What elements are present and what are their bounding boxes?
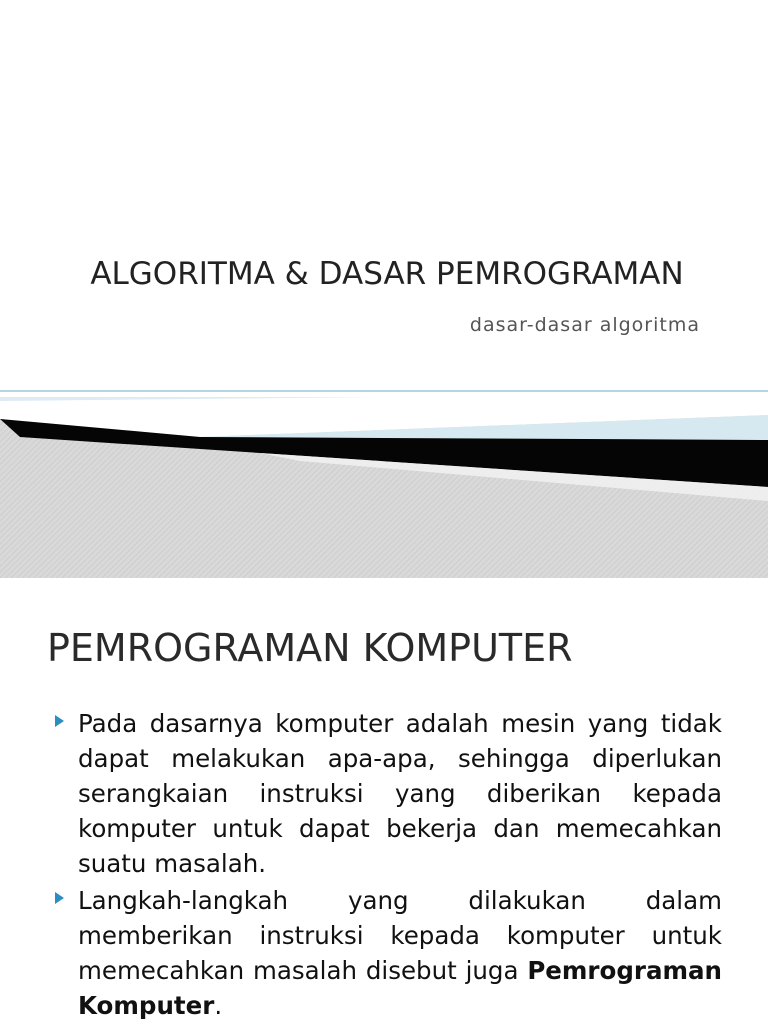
bullet-text: Langkah-langkah yang dilakukan dalam memberikan instruksi kepada komputer untuk memecahkan masalah disebut juga <box>78 886 722 985</box>
decorative-banner <box>0 385 768 578</box>
bullet-suffix: . <box>214 991 223 1020</box>
bullet-item <box>46 883 722 1023</box>
slide-subtitle: dasar-dasar algoritma <box>469 314 700 336</box>
light-blue-wedge <box>200 415 768 440</box>
bullet-arrow-icon <box>55 892 64 904</box>
slide-title: ALGORITMA & DASAR PEMROGRAMAN <box>90 256 684 292</box>
content-slide <box>0 578 768 1024</box>
bullet-item <box>46 706 722 881</box>
bullet-text: Pada dasarnya komputer adalah mesin yang tidak dapat melakukan apa-apa, sehingga diperlukan serangkaian instruksi yang diberikan kepada komputer untuk dapat bekerja dan memecahkan suatu masalah. <box>78 709 722 878</box>
bullet-list <box>46 706 722 1025</box>
bullet-emphasis: Pemrograman Komputer <box>78 956 722 1020</box>
bullet-arrow-icon <box>55 715 64 727</box>
content-title: PEMROGRAMAN KOMPUTER <box>47 626 573 670</box>
